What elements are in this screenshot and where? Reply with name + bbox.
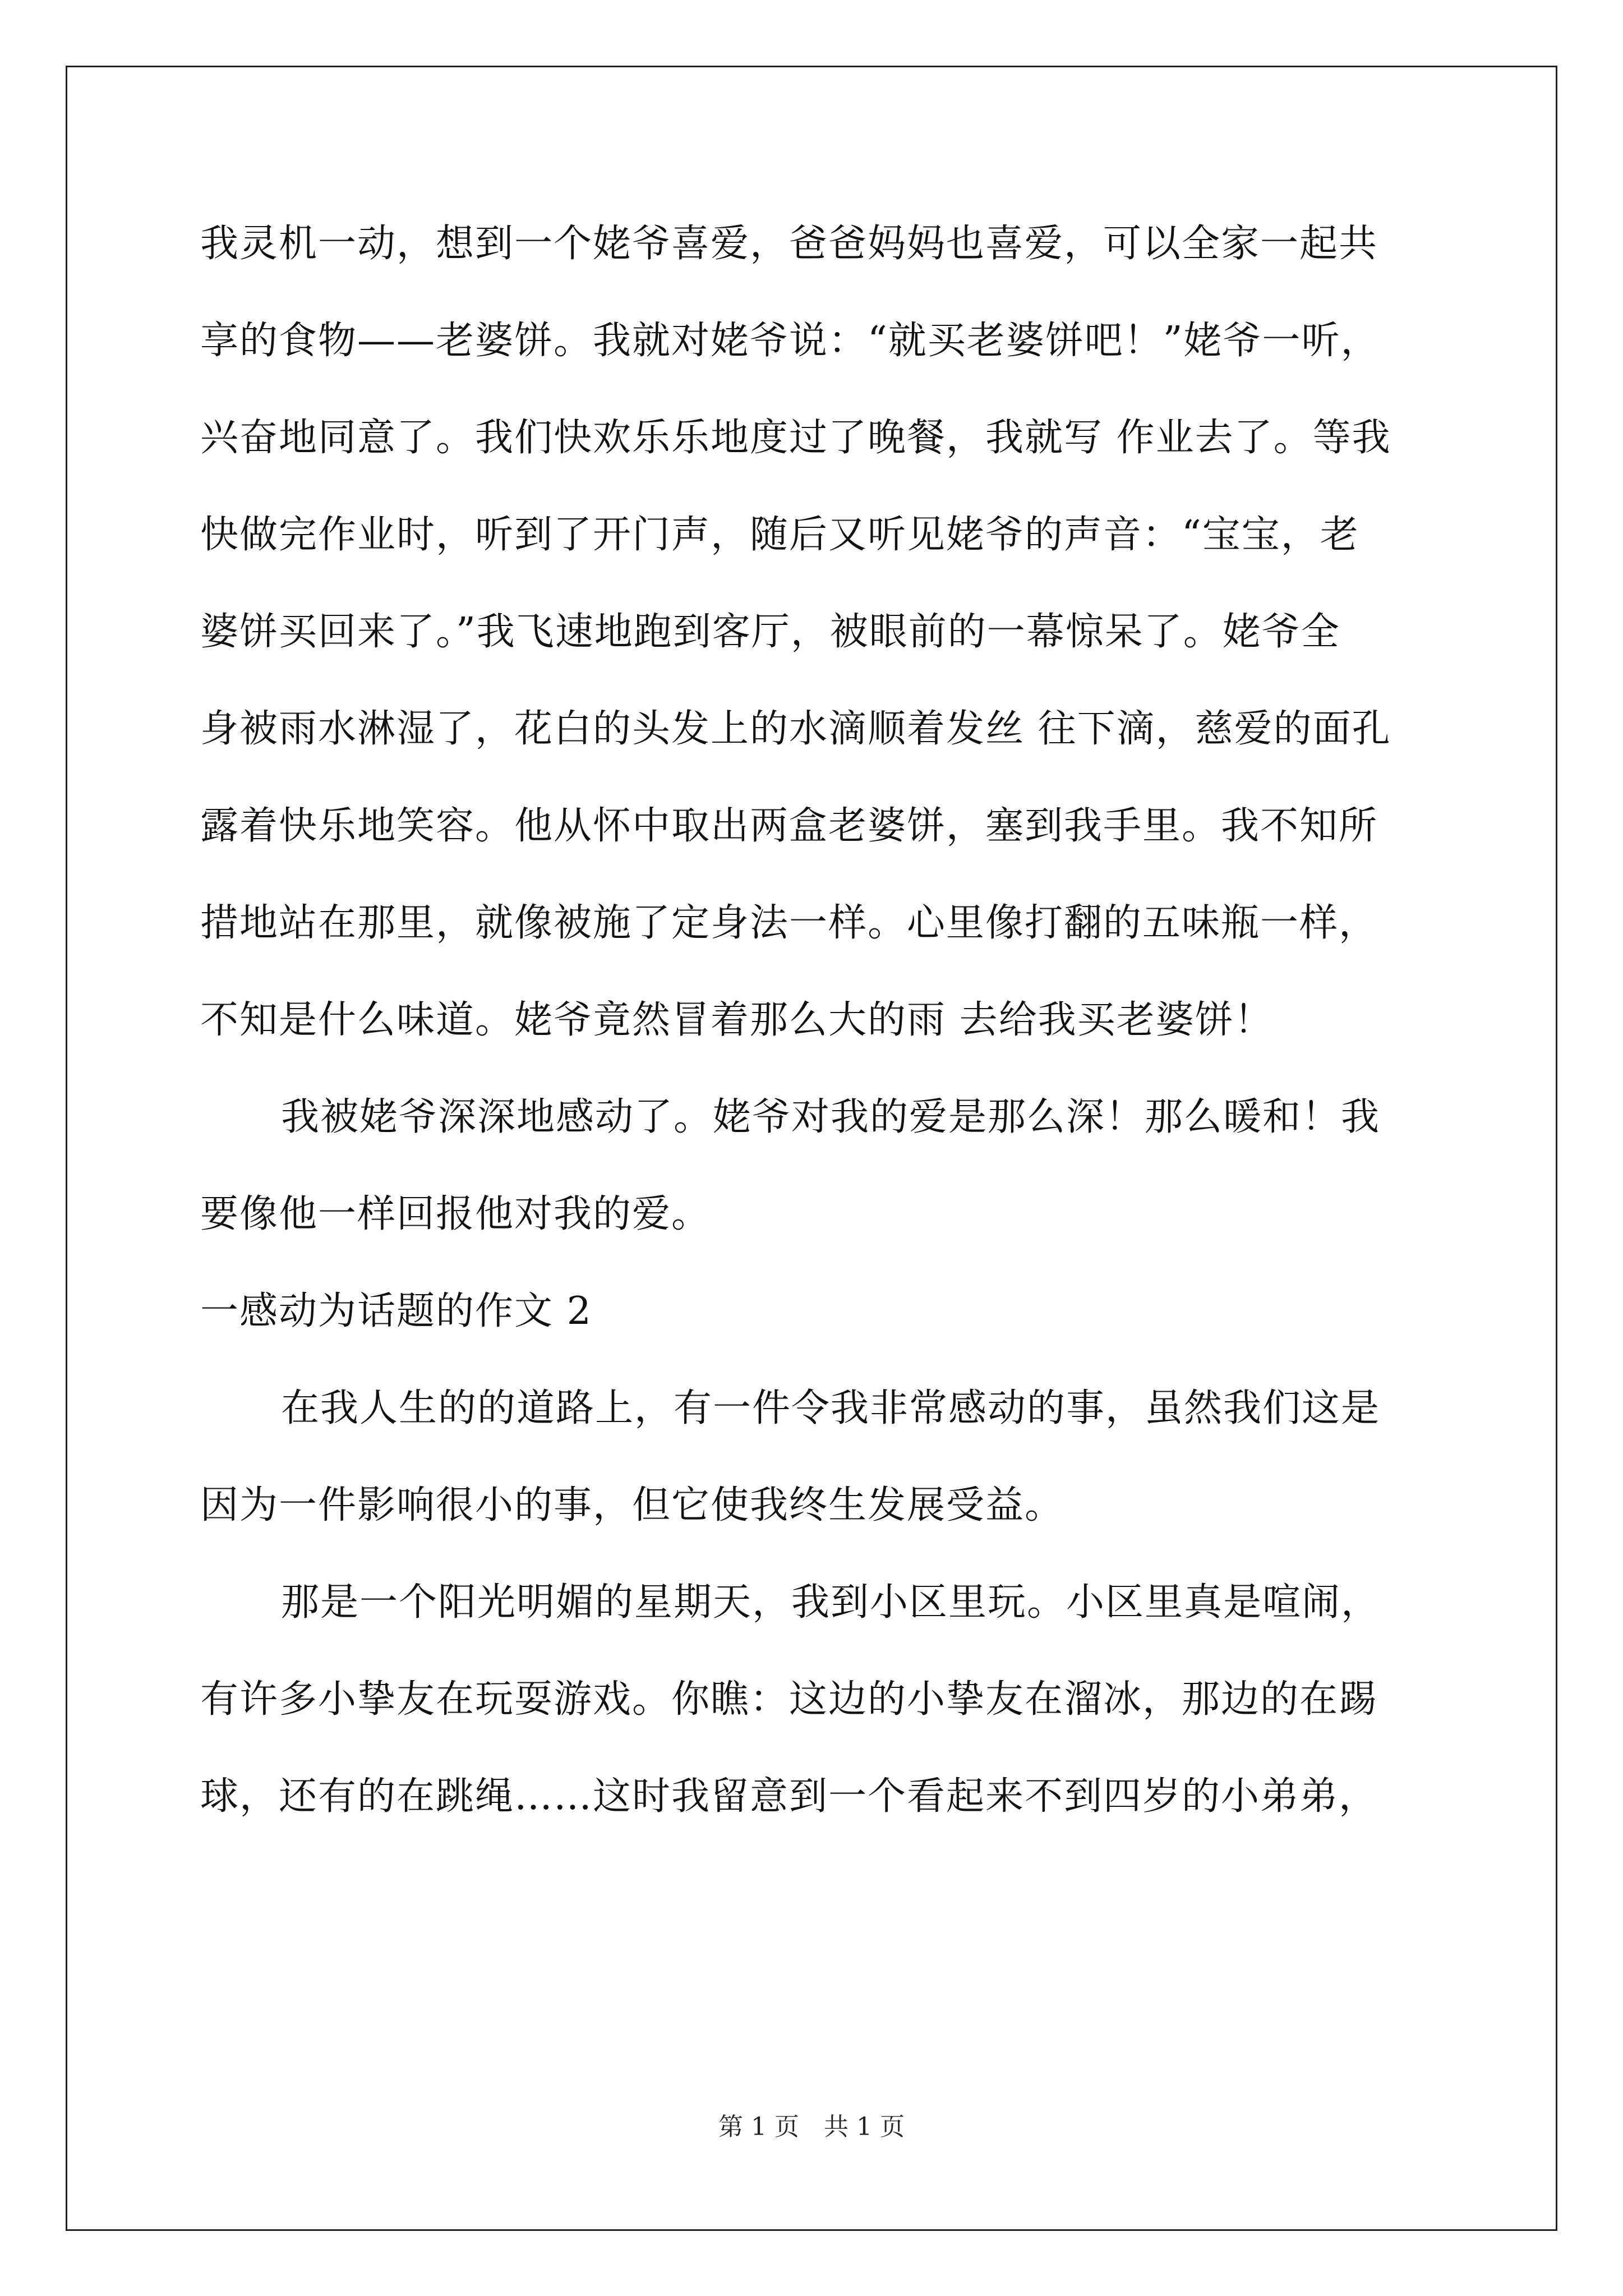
text-line: 露着快乐地笑容。他从怀中取出两盒老婆饼，塞到我手里。我不知所 xyxy=(200,804,1378,848)
text-line: 快做完作业时，听到了开门声，随后又听见姥爷的声音：“宝宝，老 xyxy=(200,513,1359,557)
paragraph-start-line: 我被姥爷深深地感动了。姥爷对我的爱是那么深！那么暖和！我 xyxy=(281,1095,1381,1139)
page-number: 第 1 页 共 1 页 xyxy=(718,2113,905,2141)
text-line: 享的食物——老婆饼。我就对姥爷说：“就买老婆饼吧！”姥爷一听， xyxy=(200,319,1380,363)
text-line: 有许多小挚友在玩耍游戏。你瞧：这边的小挚友在溜冰，那边的在踢 xyxy=(200,1677,1378,1722)
text-line: 我灵机一动，想到一个姥爷喜爱，爸爸妈妈也喜爱，可以全家一起共 xyxy=(200,222,1378,266)
text-line: 不知是什么味道。姥爷竟然冒着那么大的雨 去给我买老婆饼！ xyxy=(200,998,1274,1042)
paragraph-start-line: 在我人生的的道路上，有一件令我非常感动的事，虽然我们这是 xyxy=(281,1386,1381,1430)
text-line: 因为一件影响很小的事，但它使我终生发展受益。 xyxy=(200,1483,1064,1527)
text-line: 兴奋地同意了。我们快欢乐乐地度过了晚餐，我就写 作业去了。等我 xyxy=(200,416,1391,460)
text-line: 要像他一样回报他对我的爱。 xyxy=(200,1192,711,1236)
section-heading: 一感动为话题的作文 2 xyxy=(200,1289,592,1333)
text-line: 婆饼买回来了。”我飞速地跑到客厅，被眼前的一幕惊呆了。姥爷全 xyxy=(200,610,1340,654)
page-border xyxy=(66,66,1557,2231)
text-line: 措地站在那里，就像被施了定身法一样。心里像打翻的五味瓶一样， xyxy=(200,901,1378,945)
text-line: 球，还有的在跳绳……这时我留意到一个看起来不到四岁的小弟弟， xyxy=(200,1774,1378,1819)
text-line: 身被雨水淋湿了，花白的头发上的水滴顺着发丝 往下滴，慈爱的面孔 xyxy=(200,707,1391,751)
paragraph-start-line: 那是一个阳光明媚的星期天，我到小区里玩。小区里真是喧闹， xyxy=(281,1580,1381,1625)
